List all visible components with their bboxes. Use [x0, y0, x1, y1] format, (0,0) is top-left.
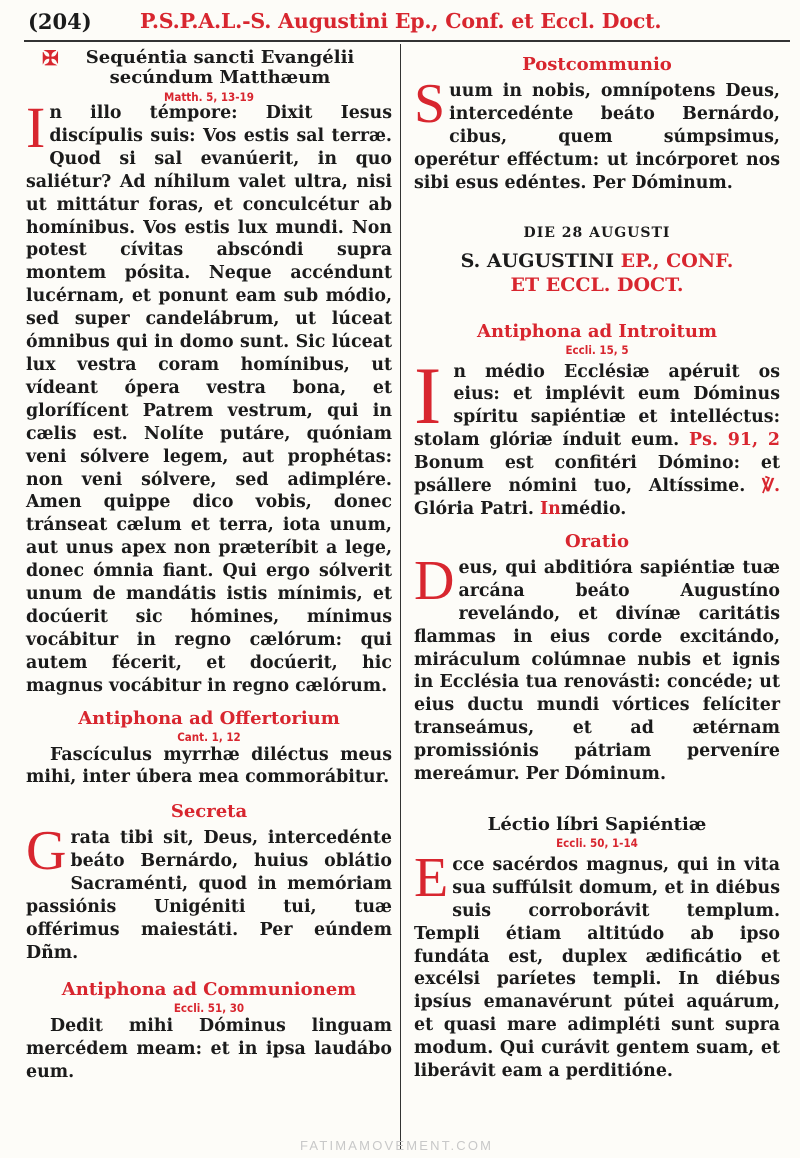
repeat-marker: In: [539, 498, 561, 519]
postcommunion-heading: Postcommunio: [522, 54, 672, 75]
feast-title: [414, 249, 780, 297]
introit-text-b: Bonum est confitéri Dómino: et psállere nómini tuo, Altíssime.: [414, 453, 780, 497]
introit-text-a: n médio Ecclésiæ apéruit os eius: et implévit eum Dóminus spíritu sapiéntiæ et intelléctus: stolam glóriæ índuit eum.: [414, 361, 780, 451]
lesson-heading: Léctio líbri Sapiéntiæ: [487, 813, 707, 835]
feast-name-red2: ET ECCL. DOCT.: [510, 273, 684, 296]
collect-drop-cap: D: [414, 549, 455, 612]
date-line: DIE 28 AUGUSTI: [523, 224, 671, 241]
running-title: P.S.P.A.L.-S. Augustini Ep., Conf. et Eccl. Doct.: [140, 9, 662, 33]
communion-text: Dedit mihi Dóminus linguam mercédem meam: et in ipsa laudábo eum.: [26, 1015, 392, 1082]
left-column: [26, 48, 392, 1084]
communion-ref: Eccli. 51, 30: [173, 1000, 245, 1015]
lesson-drop-cap: E: [414, 846, 449, 909]
header-rule: [24, 40, 790, 42]
offertory-text: Fascículus myrrhæ diléctus meus mihi, inter úbera mea commorábitur.: [26, 744, 392, 788]
right-column: [414, 48, 780, 1083]
offertory-heading: Antiphona ad Offertorium: [78, 707, 340, 729]
cross-icon: ✠: [42, 46, 59, 70]
gospel-drop-cap: I: [26, 95, 46, 160]
introit-drop-cap: I: [414, 349, 442, 441]
watermark: FATIMAMOVEMENT.COM: [300, 1138, 494, 1153]
versicle-symbol: ℣.: [762, 476, 780, 497]
secret-drop-cap: G: [26, 820, 67, 883]
lesson-paragraph: [414, 846, 780, 1083]
gospel-title-line1: Sequéntia sancti Evangélii: [85, 47, 355, 68]
introit-psalm-ref: Ps. 91, 2: [689, 430, 780, 451]
gospel-title: [26, 48, 392, 88]
gospel-title-line2: secúndum Matthæum: [109, 67, 331, 88]
introit-text-c: Glória Patri.: [414, 498, 534, 519]
secret-paragraph: [26, 820, 392, 964]
collect-paragraph: [414, 549, 780, 786]
secret-text: rata tibi sit, Deus, intercedénte beáto Bernárdo, huius oblátio Sacraménti, quod in memóriam passiónis Unigéniti tui, tuæ offérimus maiestáti. Per eúndem Dñm.: [26, 828, 392, 963]
introit-heading: Antiphona ad Introitum: [476, 320, 717, 342]
page-header: [0, 0, 800, 40]
gospel-ref: Matth. 5, 13-19: [164, 90, 254, 104]
page-number: (204): [28, 9, 92, 34]
gospel-text: n illo témpore: Dixit Iesus discípulis suis: Vos estis sal terræ. Quod si sal evanúerit, in quo saliétur? Ad níhilum valet ultra, nisi ut mittátur foras, et conculcétur ab homínibus. Vos estis lux mundi. Non potest cívitas abscóndi supra montem pósita. Neque accéndunt lucérnam, et ponunt eam sub módio, sed super candelábrum, ut lúceat ómnibus qui in domo sunt. Sic lúceat lux vestra coram homínibus, ut vídeant ópera vestra bona, et glorífícent Patrem vestrum, qui in cælis est. Nolíte putáre, quóniam veni sólvere legem, aut prophétas: non veni sólvere, sed adimplére. Amen quippe dico vobis, donec tránseat cælum et terra, iota unum, aut unus apex non præteríbit a lege, donec ómnia fiant. Qui ergo sólverit unum de mandátis istis mínimis, et docúerit sic hómines, mínimus vocábitur in regno cælórum: qui autem fécerit, et docúerit, hic magnus vocábitur in regno cælórum.: [26, 103, 392, 696]
feast-name-black: S. AUGUSTINI: [460, 249, 615, 272]
postcommunion-paragraph: [414, 73, 780, 195]
lesson-text: cce sacérdos magnus, qui in vita sua suffúlsit domum, et in diébus suis corroborávit templum. Templi étiam altitúdo ab ipso fundáta est, duplex ædificátio et excélsi paríetes templi. In diébus ipsíus emanavérunt pútei aquárum, et quasi mare adimpléti sunt supra modum. Qui curávit gentem suam, et liberávit eam a perditióne.: [414, 854, 780, 1082]
repeat-rest: médio.: [560, 498, 627, 519]
communion-heading: Antiphona ad Communionem: [61, 978, 357, 1000]
postcommunion-drop-cap: S: [414, 73, 446, 135]
introit-ref: Eccli. 15, 5: [565, 342, 629, 357]
lesson-ref: Eccli. 50, 1-14: [556, 835, 638, 850]
secret-heading: Secreta: [170, 801, 248, 823]
feast-name-red1: EP., CONF.: [620, 249, 734, 272]
postcommunion-text: uum in nobis, omnípotens Deus, intercedénte beáto Bernárdo, cibus, quem súmpsimus, operétur efféctum: ut incórporet nos sibi esus edéntes. Per Dóminum.: [414, 81, 780, 193]
column-divider: [400, 44, 401, 1150]
collect-heading: Oratio: [565, 530, 629, 552]
collect-text: eus, qui abditióra sapiéntiæ tuæ arcána beáto Augustíno revelándo, et divínæ caritátis flammas in eius corde excitándo, miráculum colúmnae nubis et ignis in Ecclésia tua renovásti: concéde; ut eius ductu mundi vórtices felíciter transeámus, et ad ætérnam promissiónis pátriam perveníre mereámur. Per Dóminum.: [414, 557, 780, 785]
offertory-ref: Cant. 1, 12: [177, 729, 241, 744]
